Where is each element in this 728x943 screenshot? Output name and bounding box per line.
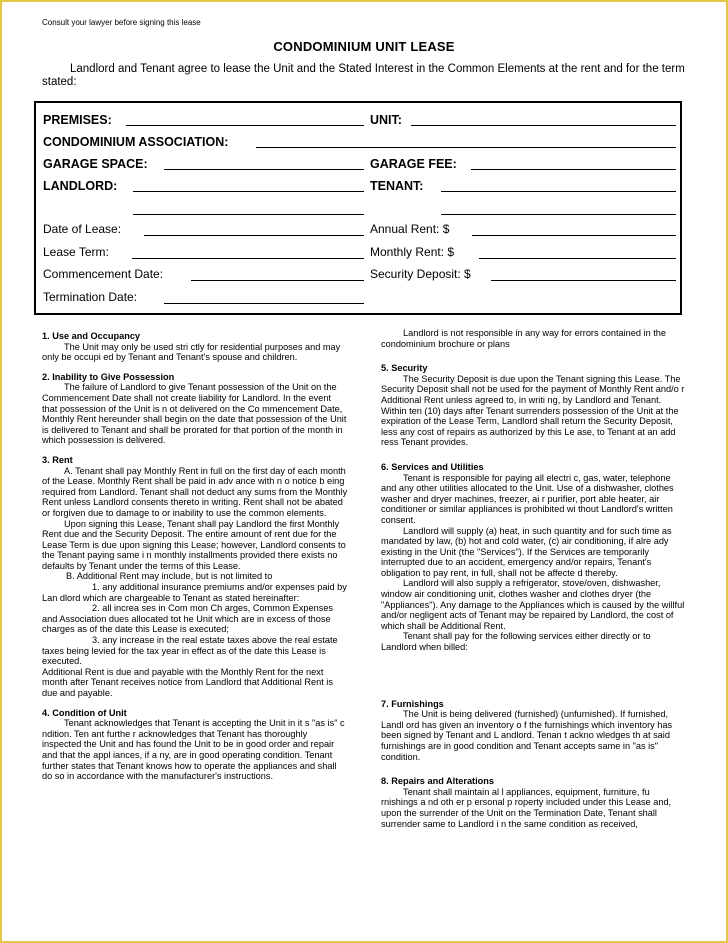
date-of-lease-label: Date of Lease: (43, 222, 122, 236)
section-6-heading: 6. Services and Utilities (381, 461, 484, 472)
right-column (381, 328, 685, 829)
consult-note: Consult your lawyer before signing this lease (42, 18, 201, 27)
garage-space-label: GARAGE SPACE: (43, 157, 148, 171)
annual-rent-field[interactable] (472, 235, 676, 236)
section-1-heading: 1. Use and Occupancy (42, 331, 141, 341)
lease-term-field[interactable] (132, 258, 364, 259)
security-deposit-label: Security Deposit: $ (370, 267, 471, 281)
termination-field[interactable] (164, 303, 364, 304)
section-3-heading: 3. Rent (42, 454, 73, 465)
section-4-body: Tenant acknowledges that Tenant is accepting the Unit in it s "as is" c ndition. Ten ant furthe r acknowledges that Tenant has thoroughly inspected the Unit and has found the Unit to be in good order and repair and that the appl iances, if a ny, are in good operating condition. Tenant further states that Tenant knows how to operate the appliances and shall do so in accordance with the manufacturer's instructions. (42, 718, 345, 782)
page-title: CONDOMINIUM UNIT LEASE (273, 39, 455, 54)
commencement-label: Commencement Date: (43, 267, 164, 281)
premises-label: PREMISES: (43, 113, 112, 127)
landlord-label: LANDLORD: (43, 179, 118, 193)
section-7-body: The Unit is being delivered (furnished) (unfurnished). If furnished, Landl ord has given an inventory o f the furnishings which inventory has been signed by Tenant and L andlord. Tenan t ackno wledges th at said furnishings are in good condition and Tenant accepts same in "as is" condition. (381, 709, 673, 762)
premises-field[interactable] (126, 125, 364, 126)
section-3-item-1: 1. any additional insurance premiums and/or expenses paid by Lan dlord which are chargeable to Tenant as stated hereinafter: (42, 582, 347, 603)
tenant-label: TENANT: (370, 179, 424, 193)
lease-details-box (34, 101, 682, 315)
right-intro: Landlord is not responsible in any way for errors contained in the condominium brochure or plans (381, 328, 667, 349)
section-3-additional-rent: B. Additional Rent may include, but is not limited to (66, 571, 273, 582)
tenant-field-line2[interactable] (441, 214, 676, 215)
section-3-paragraph-b: Upon signing this Lease, Tenant shall pay Landlord the first Monthly Rent due and the Security Deposit. The entire amount of rent due for the Lease Term is due upon signing this Lease; however, Landlord consents to the Tenant paying same i n monthly installments provided there exists no defaults by Tenant under the terms of this Lease. (42, 518, 346, 571)
garage-fee-field[interactable] (471, 169, 676, 170)
monthly-rent-label: Monthly Rent: $ (370, 245, 455, 259)
security-deposit-field[interactable] (491, 280, 676, 281)
section-6-paragraph-b: Landlord will supply (a) heat, in such quantity and for such time as mandated by law, (b) hot and cold water, (c) air conditioning, if alre ady existing in the Unit (the "Services"). If the Services are temporarily interrupted due to an accident, emergency and/or repairs, Tenant's obligation to pay rent, in full, shall not be affecte d thereby. (381, 525, 672, 578)
section-6-paragraph-d: Tenant shall pay for the following services either directly or to Landlord when billed: (381, 631, 651, 653)
section-8-body: Tenant shall maintain al l appliances, equipment, furniture, fu rnishings a nd oth er p ersonal p roperty included under this Lease and, upon the surrender of the Unit on the Termination Date, Tenant shall surrender same to Landlord i n the same condition as received, (381, 786, 672, 829)
left-column (42, 331, 348, 782)
section-5-body: The Security Deposit is due upon the Tenant signing this Lease. The Security Deposit shall not be used for the payment of Monthly Rent and/o r Additional Rent unless agreed to, in writi ng, by Landlord and Tenant. Within ten (10) days after Tenant surrenders possession of the Unit at the expiration of the Lease Term, Landlord shall return the Security Deposit, less any cost of repairs as authorized by this Le ase, to Tenant at an add ress Tenant provides. (381, 373, 685, 448)
section-3-item-3: 3. any increase in the real estate taxes above the real estate taxes being levied for the tax year in effect as of the date this Lease is executed. (42, 635, 338, 667)
monthly-rent-field[interactable] (479, 258, 676, 259)
date-of-lease-field[interactable] (144, 235, 364, 236)
section-7-heading: 7. Furnishings (381, 698, 444, 709)
garage-space-field[interactable] (164, 169, 364, 170)
section-1-body: The Unit may only be used stri ctly for residential purposes and may only be occupi ed by Tenant and Tenant's spouse and children. (42, 341, 341, 363)
section-6-paragraph-a: Tenant is responsible for paying all electri c, gas, water, telephone and any other utilities allocated to the Unit. Use of a dishwasher, clothes washer and dryer machines, freezer, ai r purifier, port able heater, air conditioner or similar appliances is prohibited wi thout Landlord's written consent. (381, 472, 674, 525)
section-3-item-2: 2. all increa ses in Com mon Ch arges, Common Expenses and Association dues allocated tot he Unit which are in excess of those charges as of the date this Lease is executed; (42, 603, 334, 635)
termination-label: Termination Date: (43, 290, 138, 304)
section-6-paragraph-c: Landlord will also supply a refrigerator, stove/oven, dishwasher, window air conditioning unit, clothes washer and clothes dryer (the "Appliances"). Any damage to the Appliances which is caused by the willful and/or negligent acts of Tenant may be repaired by Landlord, the cost of which shall be Additional Rent. (381, 578, 685, 631)
section-2-body: The failure of Landlord to give Tenant possession of the Unit on the Commencement Date shall not create liability for Landlord. In the event that possession of the Unit is n ot delivered on the Co mmencement Date, Monthly Rent hereunder shall begin on the date that possession of the Unit is delivered to Tenant and shall be prorated for that portion of the month in which possession is delivered. (42, 382, 347, 446)
section-5-heading: 5. Security (381, 363, 428, 374)
garage-fee-label: GARAGE FEE: (370, 157, 457, 171)
section-3-closing: Additional Rent is due and payable with the Monthly Rent for the next month after Tenant receives notice from Landlord that Additional Rent is due and payable. (42, 666, 333, 698)
section-4-heading: 4. Condition of Unit (42, 707, 127, 718)
section-8-heading: 8. Repairs and Alterations (381, 776, 495, 787)
unit-label: UNIT: (370, 113, 402, 127)
tenant-field[interactable] (441, 191, 676, 192)
annual-rent-label: Annual Rent: $ (370, 222, 450, 236)
unit-field[interactable] (411, 125, 676, 126)
landlord-field-line2[interactable] (133, 214, 364, 215)
association-field[interactable] (256, 147, 676, 148)
landlord-field[interactable] (133, 191, 364, 192)
lease-term-label: Lease Term: (43, 245, 109, 259)
intro-paragraph: Landlord and Tenant agree to lease the Unit and the Stated Interest in the Common Elements at the rent and for the term stated: (42, 63, 685, 88)
commencement-field[interactable] (191, 280, 364, 281)
section-2-heading: 2. Inability to Give Possession (42, 371, 175, 382)
association-label: CONDOMINIUM ASSOCIATION: (43, 135, 229, 149)
section-3-paragraph-a: A. Tenant shall pay Monthly Rent in full on the first day of each month of the Lease. Monthly Rent shall be paid in adv ance with n o notice b eing required from Landlord. Tenant shall not deduct any sums from the Monthly Rent unless Landlord consents thereto in writing. Rent shall not be abated or forgiven due to damage to or inability to use the common elements. (42, 465, 348, 518)
